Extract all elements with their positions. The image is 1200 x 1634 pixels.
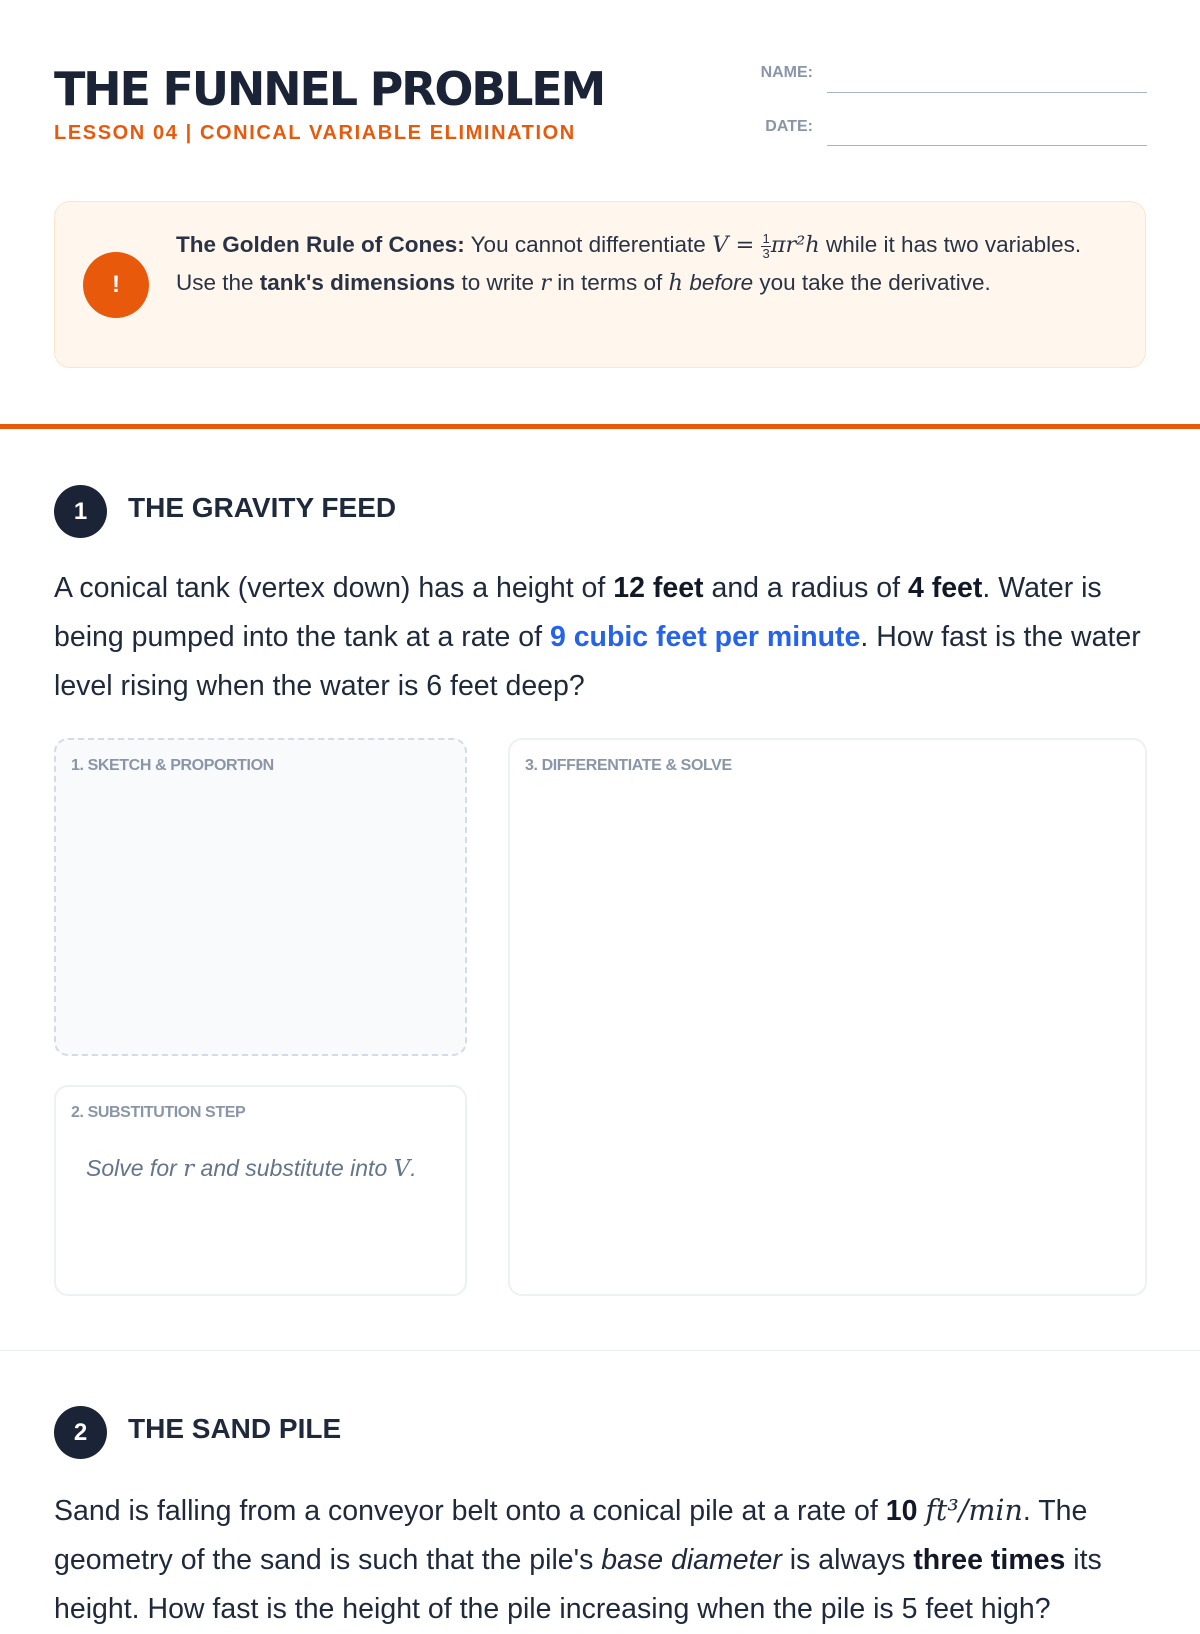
callout-text — [176, 226, 1096, 302]
date-label: DATE: — [765, 118, 813, 135]
problem-1-text — [54, 564, 1154, 711]
callout-text-part: to write — [455, 270, 541, 295]
substitution-box[interactable] — [54, 1085, 467, 1296]
formula-equals: = — [728, 232, 762, 258]
rate-unit: ft³/min — [925, 1494, 1023, 1527]
problem-1-title: THE GRAVITY FEED — [128, 492, 397, 523]
callout-italic: before — [689, 270, 754, 295]
problem-2-text — [54, 1486, 1154, 1634]
problem-text-part: and a radius of — [703, 572, 908, 604]
hint-text-part: and substitute into — [194, 1155, 394, 1181]
callout-text-part: while it has two variables. Use the — [176, 232, 1082, 295]
formula-v: V — [712, 232, 729, 258]
sketch-box-label: 1. SKETCH & PROPORTION — [71, 757, 274, 774]
hint-text-part: . — [410, 1155, 417, 1181]
substitution-box-label: 2. SUBSTITUTION STEP — [71, 1104, 246, 1121]
substitution-hint — [86, 1153, 436, 1185]
problem-bold: 12 feet — [613, 572, 704, 604]
problem-text-part: Sand is falling from a conveyor belt onto a conical pile at a rate of — [54, 1495, 886, 1527]
fraction-numerator: 1 — [762, 230, 770, 246]
callout-text-part: in terms of — [551, 270, 669, 295]
problem-text-part: . How fast is the water level rising when the water is 6 feet deep? — [54, 621, 1141, 702]
name-label: NAME: — [760, 64, 813, 81]
problem-text-part: . The geometry of the sand is such that the pile's — [54, 1495, 1088, 1576]
var-r: r — [540, 270, 551, 296]
problem-2-number: 2 — [54, 1406, 107, 1459]
problem-2-title: THE SAND PILE — [128, 1413, 342, 1444]
differentiate-box-label: 3. DIFFERENTIATE & SOLVE — [525, 757, 732, 774]
section-divider — [0, 424, 1200, 429]
formula-rhs: πr²h — [770, 232, 820, 258]
problem-text-part: A conical tank (vertex down) has a height of — [54, 572, 614, 604]
formula-fraction — [761, 232, 770, 261]
callout-text-part: you take the derivative. — [753, 270, 991, 295]
problem-text-part: . Water is being pumped into the tank at a rate of — [54, 572, 1102, 653]
problem-bold: 10 — [885, 1495, 918, 1527]
var-h: h — [668, 270, 684, 296]
page-subtitle: LESSON 04 | CONICAL VARIABLE ELIMINATION — [54, 122, 576, 144]
hint-text-part: Solve for — [86, 1155, 184, 1181]
golden-rule-callout — [54, 201, 1146, 368]
sketch-box[interactable] — [54, 738, 467, 1056]
name-field[interactable] — [827, 92, 1147, 93]
problem-bold: 4 feet — [907, 572, 983, 604]
callout-text-part: You cannot differentiate — [464, 232, 713, 257]
callout-lead: The Golden Rule of Cones: — [176, 232, 465, 257]
date-field[interactable] — [827, 145, 1147, 146]
hint-var-r: r — [183, 1156, 195, 1182]
problem-divider — [0, 1350, 1200, 1351]
problem-text-part: is always — [781, 1544, 914, 1576]
rate-highlight: 9 cubic feet per minute — [549, 621, 861, 653]
callout-emphasis: tank's dimensions — [259, 270, 456, 295]
problem-text-part: its height. How fast is the height of the pile increasing when the pile is 5 feet high? — [54, 1544, 1102, 1625]
problem-1-number: 1 — [54, 485, 107, 538]
differentiate-box[interactable] — [508, 738, 1147, 1296]
page-title: THE FUNNEL PROBLEM — [54, 62, 605, 116]
hint-var-v: V — [393, 1156, 411, 1182]
exclamation-icon: ! — [83, 252, 149, 318]
problem-italic: base diameter — [601, 1544, 782, 1576]
problem-bold: three times — [913, 1544, 1066, 1576]
fraction-denominator: 3 — [762, 245, 770, 261]
